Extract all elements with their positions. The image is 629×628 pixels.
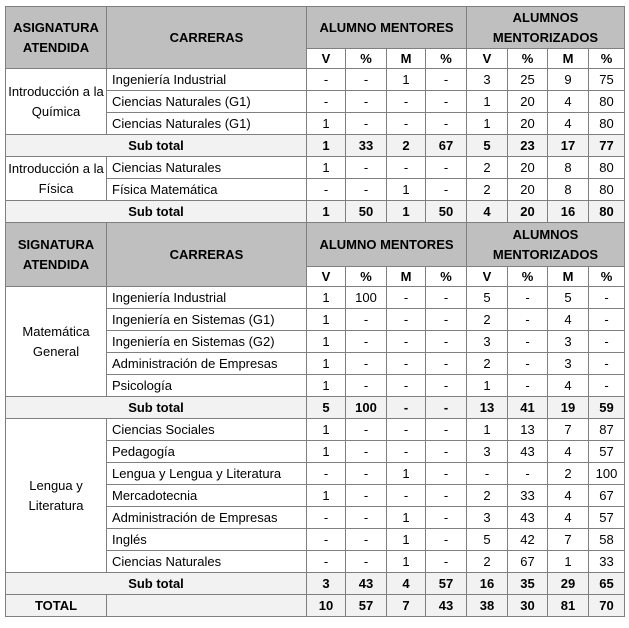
value-cell: 1 xyxy=(387,69,426,91)
col-m: M xyxy=(387,49,426,69)
value-cell: 4 xyxy=(387,573,426,595)
value-cell: - xyxy=(426,507,467,529)
career-cell: Ingeniería en Sistemas (G1) xyxy=(107,309,307,331)
value-cell: 1 xyxy=(387,507,426,529)
value-cell: - xyxy=(387,353,426,375)
value-cell: 13 xyxy=(508,419,548,441)
value-cell: 43 xyxy=(426,595,467,617)
value-cell: 1 xyxy=(467,91,508,113)
col-v: V xyxy=(307,49,346,69)
header-mentors: ALUMNO MENTORES xyxy=(307,223,467,267)
value-cell: 3 xyxy=(467,441,508,463)
value-cell: - xyxy=(426,529,467,551)
value-cell: - xyxy=(426,353,467,375)
value-cell: 67 xyxy=(589,485,625,507)
value-cell: 2 xyxy=(467,179,508,201)
col-pct: % xyxy=(426,49,467,69)
col-v: V xyxy=(467,267,508,287)
col-pct: % xyxy=(508,49,548,69)
header-mentors: ALUMNO MENTORES xyxy=(307,7,467,49)
value-cell: 50 xyxy=(346,201,387,223)
career-cell: Ciencias Sociales xyxy=(107,419,307,441)
value-cell: - xyxy=(508,463,548,485)
value-cell: - xyxy=(307,529,346,551)
value-cell: - xyxy=(307,179,346,201)
value-cell: 58 xyxy=(589,529,625,551)
value-cell: 1 xyxy=(307,287,346,309)
value-cell: 87 xyxy=(589,419,625,441)
value-cell: - xyxy=(508,287,548,309)
value-cell: 4 xyxy=(548,375,589,397)
value-cell: 100 xyxy=(589,463,625,485)
career-cell: Administración de Empresas xyxy=(107,353,307,375)
value-cell: 7 xyxy=(387,595,426,617)
value-cell: 7 xyxy=(548,419,589,441)
value-cell: 10 xyxy=(307,595,346,617)
value-cell: 57 xyxy=(589,507,625,529)
value-cell: 33 xyxy=(346,135,387,157)
value-cell: 16 xyxy=(467,573,508,595)
value-cell: - xyxy=(426,485,467,507)
value-cell: 57 xyxy=(426,573,467,595)
value-cell: 4 xyxy=(548,113,589,135)
value-cell: 19 xyxy=(548,397,589,419)
value-cell: 8 xyxy=(548,157,589,179)
value-cell: 1 xyxy=(307,375,346,397)
mentoring-table xyxy=(5,6,625,617)
value-cell: 80 xyxy=(589,157,625,179)
value-cell: 43 xyxy=(346,573,387,595)
career-cell: Psicología xyxy=(107,375,307,397)
header-careers: CARRERAS xyxy=(107,223,307,287)
table-row xyxy=(6,419,625,441)
value-cell: - xyxy=(346,113,387,135)
value-cell: 33 xyxy=(508,485,548,507)
value-cell: - xyxy=(346,507,387,529)
col-pct: % xyxy=(426,267,467,287)
header-subject: ASIGNATURA ATENDIDA xyxy=(6,7,107,69)
col-pct: % xyxy=(589,49,625,69)
subtotal-label: Sub total xyxy=(6,573,307,595)
value-cell: - xyxy=(307,507,346,529)
value-cell: 42 xyxy=(508,529,548,551)
value-cell: 57 xyxy=(589,441,625,463)
table-row xyxy=(6,287,625,309)
value-cell: - xyxy=(346,69,387,91)
value-cell: - xyxy=(508,353,548,375)
subtotal-label: Sub total xyxy=(6,135,307,157)
value-cell: 67 xyxy=(508,551,548,573)
value-cell: - xyxy=(426,463,467,485)
value-cell: 1 xyxy=(467,419,508,441)
value-cell: 77 xyxy=(589,135,625,157)
career-cell: Mercadotecnia xyxy=(107,485,307,507)
value-cell: - xyxy=(426,441,467,463)
value-cell: 41 xyxy=(508,397,548,419)
value-cell: - xyxy=(426,157,467,179)
table-row xyxy=(6,69,625,91)
col-v: V xyxy=(467,49,508,69)
value-cell: - xyxy=(307,463,346,485)
value-cell: - xyxy=(589,309,625,331)
table-body xyxy=(6,7,625,617)
subject-cell: Introducción a la Química xyxy=(6,69,107,135)
career-cell: Ingeniería en Sistemas (G2) xyxy=(107,331,307,353)
total-empty-cell xyxy=(107,595,307,617)
col-m: M xyxy=(548,267,589,287)
value-cell: - xyxy=(589,353,625,375)
value-cell: 9 xyxy=(548,69,589,91)
value-cell: 1 xyxy=(387,529,426,551)
value-cell: 2 xyxy=(467,157,508,179)
value-cell: - xyxy=(387,113,426,135)
value-cell: 3 xyxy=(307,573,346,595)
value-cell: 17 xyxy=(548,135,589,157)
value-cell: 20 xyxy=(508,91,548,113)
value-cell: 1 xyxy=(307,353,346,375)
value-cell: 3 xyxy=(548,331,589,353)
career-cell: Lengua y Lengua y Literatura xyxy=(107,463,307,485)
value-cell: 70 xyxy=(589,595,625,617)
value-cell: 1 xyxy=(548,551,589,573)
value-cell: - xyxy=(508,331,548,353)
career-cell: Pedagogía xyxy=(107,441,307,463)
subject-cell: Lengua y Literatura xyxy=(6,419,107,573)
value-cell: 1 xyxy=(307,419,346,441)
subtotal-row xyxy=(6,201,625,223)
value-cell: - xyxy=(387,485,426,507)
value-cell: - xyxy=(426,551,467,573)
value-cell: - xyxy=(387,287,426,309)
career-cell: Física Matemática xyxy=(107,179,307,201)
value-cell: - xyxy=(346,91,387,113)
career-cell: Ciencias Naturales xyxy=(107,551,307,573)
value-cell: - xyxy=(467,463,508,485)
value-cell: 100 xyxy=(346,287,387,309)
value-cell: 1 xyxy=(307,331,346,353)
value-cell: - xyxy=(387,91,426,113)
value-cell: - xyxy=(346,551,387,573)
value-cell: - xyxy=(346,179,387,201)
value-cell: 1 xyxy=(307,201,346,223)
col-pct: % xyxy=(589,267,625,287)
value-cell: 1 xyxy=(307,309,346,331)
col-pct: % xyxy=(346,49,387,69)
value-cell: 5 xyxy=(307,397,346,419)
value-cell: - xyxy=(346,157,387,179)
value-cell: - xyxy=(426,397,467,419)
value-cell: 4 xyxy=(548,507,589,529)
value-cell: 5 xyxy=(467,135,508,157)
value-cell: 3 xyxy=(467,507,508,529)
value-cell: - xyxy=(346,331,387,353)
value-cell: 23 xyxy=(508,135,548,157)
subtotal-row xyxy=(6,135,625,157)
total-row xyxy=(6,595,625,617)
subtotal-row xyxy=(6,397,625,419)
value-cell: - xyxy=(426,331,467,353)
value-cell: 3 xyxy=(467,331,508,353)
value-cell: - xyxy=(307,91,346,113)
value-cell: - xyxy=(589,287,625,309)
career-cell: Ingeniería Industrial xyxy=(107,69,307,91)
value-cell: 1 xyxy=(467,113,508,135)
value-cell: - xyxy=(426,375,467,397)
value-cell: 50 xyxy=(426,201,467,223)
value-cell: - xyxy=(508,309,548,331)
value-cell: 1 xyxy=(467,375,508,397)
value-cell: - xyxy=(387,397,426,419)
value-cell: 4 xyxy=(548,441,589,463)
header-mentored: ALUMNOS MENTORIZADOS xyxy=(467,223,625,267)
col-pct: % xyxy=(508,267,548,287)
value-cell: 2 xyxy=(387,135,426,157)
value-cell: - xyxy=(346,353,387,375)
header-subject: SIGNATURA ATENDIDA xyxy=(6,223,107,287)
value-cell: 80 xyxy=(589,179,625,201)
value-cell: 67 xyxy=(426,135,467,157)
value-cell: 2 xyxy=(548,463,589,485)
value-cell: - xyxy=(307,69,346,91)
value-cell: 4 xyxy=(548,309,589,331)
value-cell: 1 xyxy=(307,485,346,507)
value-cell: 30 xyxy=(508,595,548,617)
col-v: V xyxy=(307,267,346,287)
value-cell: 100 xyxy=(346,397,387,419)
value-cell: 80 xyxy=(589,113,625,135)
value-cell: 33 xyxy=(589,551,625,573)
subject-cell: Introducción a la Física xyxy=(6,157,107,201)
value-cell: 29 xyxy=(548,573,589,595)
table-row xyxy=(6,157,625,179)
value-cell: - xyxy=(346,529,387,551)
value-cell: 20 xyxy=(508,113,548,135)
value-cell: 20 xyxy=(508,179,548,201)
value-cell: 38 xyxy=(467,595,508,617)
value-cell: 57 xyxy=(346,595,387,617)
career-cell: Ciencias Naturales xyxy=(107,157,307,179)
value-cell: 35 xyxy=(508,573,548,595)
value-cell: 80 xyxy=(589,201,625,223)
value-cell: - xyxy=(387,441,426,463)
value-cell: 1 xyxy=(307,441,346,463)
value-cell: 1 xyxy=(387,201,426,223)
subtotal-label: Sub total xyxy=(6,397,307,419)
career-cell: Inglés xyxy=(107,529,307,551)
subtotal-row xyxy=(6,573,625,595)
value-cell: - xyxy=(426,287,467,309)
value-cell: 1 xyxy=(307,135,346,157)
value-cell: 81 xyxy=(548,595,589,617)
value-cell: 1 xyxy=(387,179,426,201)
value-cell: - xyxy=(426,69,467,91)
value-cell: 75 xyxy=(589,69,625,91)
career-cell: Ciencias Naturales (G1) xyxy=(107,113,307,135)
value-cell: 2 xyxy=(467,353,508,375)
value-cell: 8 xyxy=(548,179,589,201)
value-cell: 4 xyxy=(548,485,589,507)
col-m: M xyxy=(387,267,426,287)
value-cell: 3 xyxy=(467,69,508,91)
value-cell: - xyxy=(426,419,467,441)
value-cell: 7 xyxy=(548,529,589,551)
value-cell: - xyxy=(426,113,467,135)
value-cell: 59 xyxy=(589,397,625,419)
value-cell: - xyxy=(346,441,387,463)
value-cell: - xyxy=(346,419,387,441)
value-cell: 43 xyxy=(508,507,548,529)
value-cell: 25 xyxy=(508,69,548,91)
col-m: M xyxy=(548,49,589,69)
value-cell: - xyxy=(387,157,426,179)
col-pct: % xyxy=(346,267,387,287)
value-cell: - xyxy=(589,375,625,397)
value-cell: 20 xyxy=(508,201,548,223)
value-cell: - xyxy=(426,179,467,201)
value-cell: - xyxy=(346,375,387,397)
value-cell: 3 xyxy=(548,353,589,375)
value-cell: - xyxy=(346,485,387,507)
value-cell: - xyxy=(508,375,548,397)
total-label: TOTAL xyxy=(6,595,107,617)
header-careers: CARRERAS xyxy=(107,7,307,69)
value-cell: 43 xyxy=(508,441,548,463)
career-cell: Ciencias Naturales (G1) xyxy=(107,91,307,113)
value-cell: 1 xyxy=(387,463,426,485)
value-cell: - xyxy=(589,331,625,353)
value-cell: 1 xyxy=(307,113,346,135)
value-cell: 5 xyxy=(548,287,589,309)
value-cell: 16 xyxy=(548,201,589,223)
value-cell: - xyxy=(307,551,346,573)
header-mentored: ALUMNOS MENTORIZADOS xyxy=(467,7,625,49)
value-cell: 80 xyxy=(589,91,625,113)
value-cell: 2 xyxy=(467,551,508,573)
value-cell: 1 xyxy=(387,551,426,573)
value-cell: 2 xyxy=(467,309,508,331)
subject-cell: Matemática General xyxy=(6,287,107,397)
value-cell: 13 xyxy=(467,397,508,419)
value-cell: - xyxy=(387,375,426,397)
value-cell: 5 xyxy=(467,529,508,551)
value-cell: 20 xyxy=(508,157,548,179)
value-cell: - xyxy=(387,331,426,353)
value-cell: - xyxy=(426,91,467,113)
career-cell: Administración de Empresas xyxy=(107,507,307,529)
career-cell: Ingeniería Industrial xyxy=(107,287,307,309)
value-cell: - xyxy=(346,309,387,331)
value-cell: 1 xyxy=(307,157,346,179)
value-cell: 5 xyxy=(467,287,508,309)
value-cell: - xyxy=(426,309,467,331)
value-cell: 65 xyxy=(589,573,625,595)
value-cell: - xyxy=(387,419,426,441)
subtotal-label: Sub total xyxy=(6,201,307,223)
value-cell: - xyxy=(387,309,426,331)
value-cell: 2 xyxy=(467,485,508,507)
value-cell: - xyxy=(346,463,387,485)
value-cell: 4 xyxy=(548,91,589,113)
value-cell: 4 xyxy=(467,201,508,223)
